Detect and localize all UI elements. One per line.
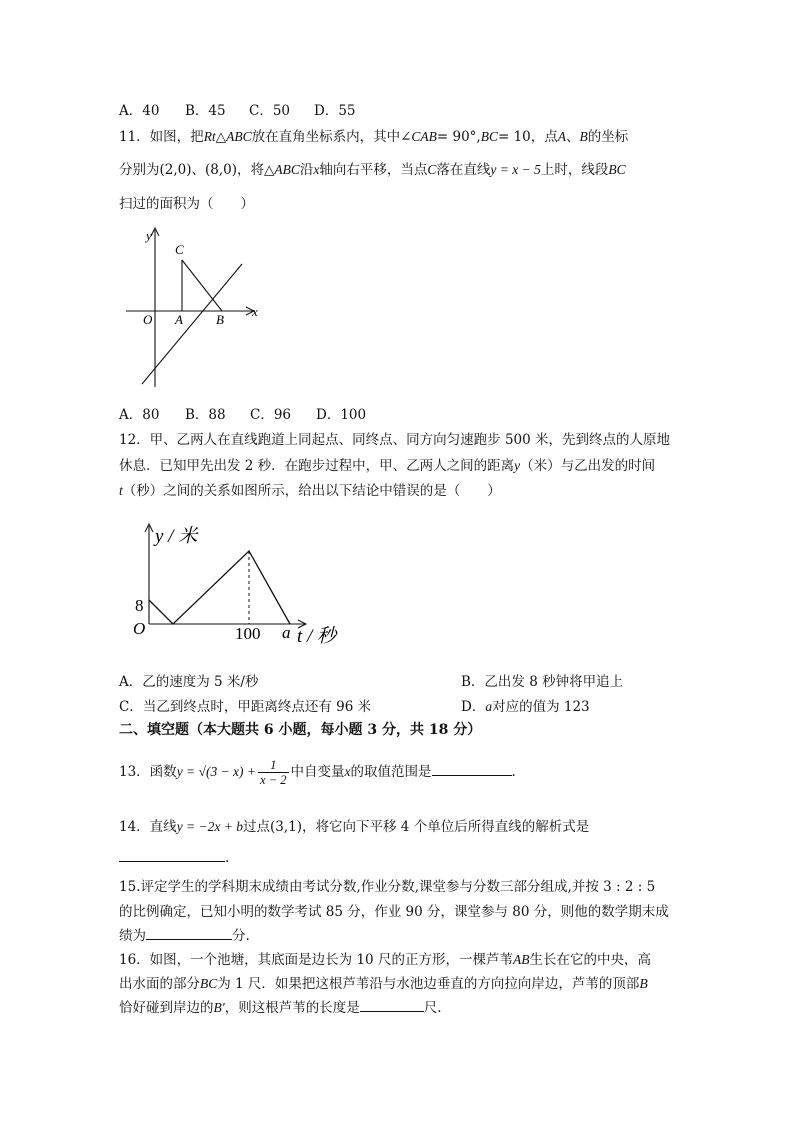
- label-a: a: [282, 623, 291, 642]
- q11-line-2: [119, 158, 626, 178]
- q11-point-b: B: [579, 129, 588, 144]
- q11-text: 轴向右平移，当点: [319, 162, 428, 178]
- label-c: C: [175, 242, 184, 257]
- q11-x: x: [313, 162, 320, 177]
- q13-numerator: 1: [258, 758, 288, 773]
- q13-denominator: x − 2: [260, 773, 287, 787]
- distance-curve: [149, 551, 290, 624]
- q11-text: 放在直角坐标系内，其中∠: [251, 129, 412, 145]
- q11-sep: 、: [566, 129, 580, 145]
- label-t-axis: t / 秒: [297, 626, 337, 647]
- q11-rt: Rt: [203, 129, 216, 144]
- q15-text: 分.: [232, 928, 250, 944]
- q12-text: 休息．已知甲先出发 2 秒．在跑步过程中，甲、乙两人之间的距离: [119, 458, 515, 474]
- q11-text: = 10，点: [497, 129, 558, 145]
- label-100: 100: [235, 624, 261, 643]
- q10-option-d: D．55: [314, 103, 356, 119]
- q16-text: 为 1 尺．如果把这根芦苇沿与水池边垂直的方向拉向岸边，芦苇的顶部: [217, 976, 640, 992]
- q16-text: 生长在它的中央，高: [529, 952, 651, 968]
- q16-text: 恰好碰到岸边的: [119, 1000, 214, 1016]
- q12-option-a: A．乙的速度为 5 米/秒: [119, 674, 259, 690]
- q14-period: .: [225, 850, 230, 866]
- q15-line-2: 的比例确定，已知小明的数学考试 85 分，作业 90 分，课堂参与 80 分，则他的数学期末成: [119, 904, 669, 920]
- q11-abc: ABC: [226, 129, 252, 144]
- label-o: O: [133, 619, 146, 638]
- q14-equation: y = −2x + b: [176, 819, 244, 834]
- q15-answer-blank[interactable]: [146, 926, 232, 940]
- q16-answer-blank[interactable]: [360, 998, 424, 1012]
- q13-text: 中自变量: [290, 764, 345, 780]
- q16-line-1: [119, 948, 651, 968]
- q11-text: 落在直线: [436, 162, 491, 178]
- q13-answer-blank[interactable]: [432, 762, 512, 776]
- q16-line-2: [119, 972, 648, 992]
- q11-text: 上时，线段: [540, 162, 609, 178]
- q16-ab: AB: [512, 952, 530, 967]
- q11-text: 11．如图，把: [119, 129, 204, 145]
- q11-line-3: 扫过的面积为（ ）: [119, 196, 254, 212]
- label-y: y: [146, 228, 152, 243]
- q11-point-c: C: [427, 162, 437, 177]
- q15-text: 绩为: [119, 928, 146, 944]
- label-a: A: [175, 312, 183, 327]
- label-o: O: [143, 312, 153, 327]
- q11-bc: BC: [608, 162, 626, 177]
- q13-expression: y = √(3 − x) +: [176, 764, 257, 779]
- q12-option-d-prefix: D．: [461, 699, 486, 715]
- section-2-heading: 二、填空题（本大题共 6 小题，每小题 3 分，共 18 分）: [119, 722, 482, 738]
- q16-text: 尺.: [423, 1000, 442, 1016]
- q12-y: y: [514, 458, 521, 473]
- q11-option-b: B．88: [185, 407, 226, 423]
- q11-figure: [122, 222, 272, 392]
- q10-option-b: B．45: [185, 103, 226, 119]
- q10-option-c: C．50: [249, 103, 291, 119]
- q13-fraction: [258, 758, 288, 787]
- q12-line-1: 12．甲、乙两人在直线跑道上同起点、同终点、同方向匀速跑步 500 米，先到终点的人原地: [119, 432, 671, 448]
- q12-text: （秒）之间的关系如图所示，给出以下结论中错误的是（ ）: [122, 483, 501, 499]
- label-x: x: [252, 304, 258, 319]
- q15-line-3: [119, 924, 250, 944]
- q13: [119, 758, 516, 787]
- q11-bc: BC: [480, 129, 498, 144]
- q12-option-b: B．乙出发 8 秒钟将甲追上: [461, 674, 624, 690]
- q11-point-a: A: [557, 129, 567, 144]
- q13-text: 13．函数: [119, 764, 177, 780]
- segment-cb: [182, 260, 222, 311]
- label-y-axis: y / 米: [155, 526, 198, 547]
- q11-cab: CAB: [411, 129, 437, 144]
- q12-t: t: [119, 483, 123, 498]
- label-8: 8: [135, 596, 144, 615]
- q14-text: 过点(3,1)，将它向下平移 4 个单位后所得直线的解析式是: [243, 819, 590, 835]
- q12-line-3: [119, 479, 501, 499]
- q11-option-d: D．100: [316, 407, 367, 423]
- q12-option-d-text: 对应的值为 123: [492, 699, 590, 715]
- q12-graph: [130, 520, 370, 650]
- q11-text: 分别为(2,0)、(8,0)，将△: [119, 162, 275, 178]
- q12-option-d-var: a: [485, 699, 493, 714]
- q10-option-a: A．40: [119, 103, 160, 119]
- q16-b-prime: B′: [213, 1000, 225, 1015]
- q16-line-3: [119, 996, 442, 1016]
- q12-line-2: [119, 454, 655, 474]
- label-b: B: [216, 312, 224, 327]
- q13-period: .: [511, 764, 516, 780]
- q16-text: ，则这根芦苇的长度是: [224, 1000, 360, 1016]
- q16-text: 16．如图，一个池塘，其底面是边长为 10 尺的正方形，一棵芦苇: [119, 952, 513, 968]
- q11-triangle-symbol: △: [215, 129, 227, 145]
- q16-text: 出水面的部分: [119, 976, 200, 992]
- line-y-x-5: [142, 264, 242, 384]
- q11-text: 沿: [299, 162, 314, 178]
- q12-option-c: C．当乙到终点时，甲距离终点还有 96 米: [119, 699, 372, 715]
- q14-answer-blank[interactable]: [119, 848, 225, 862]
- q14-text: 14．直线: [119, 819, 177, 835]
- q11-equation: y = x − 5: [490, 162, 541, 177]
- q14: [119, 815, 589, 835]
- q16-b: B: [639, 976, 648, 991]
- q10-options: [119, 99, 356, 119]
- q13-x: x: [344, 764, 351, 779]
- q11-line-1: [119, 125, 628, 145]
- q16-bc: BC: [200, 976, 218, 991]
- q12-option-d: [461, 695, 590, 715]
- q11-option-c: C．96: [250, 407, 292, 423]
- q13-text: 的取值范围是: [350, 764, 432, 780]
- q11-abc: ABC: [274, 162, 300, 177]
- q12-text: （米）与乙出发的时间: [520, 458, 656, 474]
- q11-text: = 90°,: [436, 129, 481, 145]
- q11-options: [119, 403, 366, 423]
- q15-line-1: 15.评定学生的学科期末成绩由考试分数,作业分数,课堂参与分数三部分组成,并按 3 : 2 : 5: [119, 879, 656, 895]
- q14-answer-line: [119, 848, 229, 866]
- q11-option-a: A．80: [119, 407, 160, 423]
- q11-text: 的坐标: [587, 129, 629, 145]
